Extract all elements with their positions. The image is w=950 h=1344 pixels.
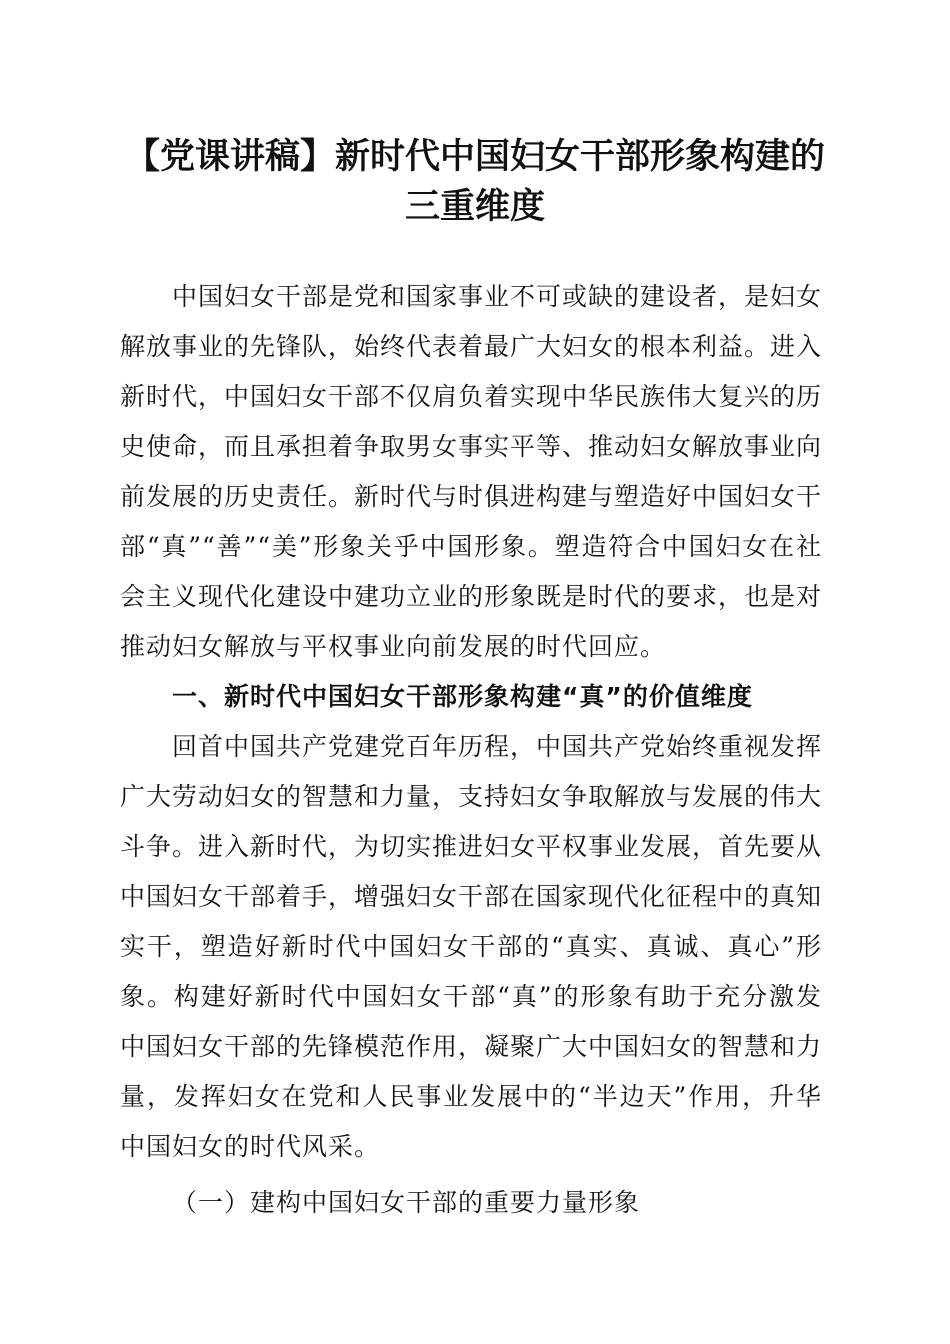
intro-paragraph: 中国妇女干部是党和国家事业不可或缺的建设者，是妇女解放事业的先锋队，始终代表着最广大妇女的根本利益。进入新时代，中国妇女干部不仅肩负着实现中华民族伟大复兴的历史使命，而且承担着争取男女事实平等、推动妇女解放事业向前发展的历史责任。新时代与时俱进构建与塑造好中国妇女干部“真”“善”“美”形象关乎中国形象。塑造符合中国妇女在社会主义现代化建设中建功立业的形象既是时代的要求，也是对推动妇女解放与平权事业向前发展的时代回应。	[120, 282, 823, 661]
document-body	[120, 272, 822, 1228]
section-1-paragraph: 回首中国共产党建党百年历程，中国共产党始终重视发挥广大劳动妇女的智慧和力量，支持妇女争取解放与发展的伟大斗争。进入新时代，为切实推进妇女平权事业发展，首先要从中国妇女干部着手，增强妇女干部在国家现代化征程中的真知实干，塑造好新时代中国妇女干部的“真实、真诚、真心”形象。构建好新时代中国妇女干部“真”的形象有助于充分激发中国妇女干部的先锋模范作用，凝聚广大中国妇女的智慧和力量，发挥妇女在党和人民事业发展中的“半边天”作用，升华中国妇女的时代风采。	[120, 732, 823, 1161]
subsection-heading-1: （一）建构中国妇女干部的重要力量形象	[172, 1188, 641, 1217]
section-heading-1: 一、新时代中国妇女干部形象构建“真”的价值维度	[172, 682, 753, 711]
title-line-2: 三重维度	[404, 186, 545, 227]
document-title	[100, 132, 850, 232]
title-line-1: 【党课讲稿】新时代中国妇女干部形象构建的	[124, 136, 825, 177]
